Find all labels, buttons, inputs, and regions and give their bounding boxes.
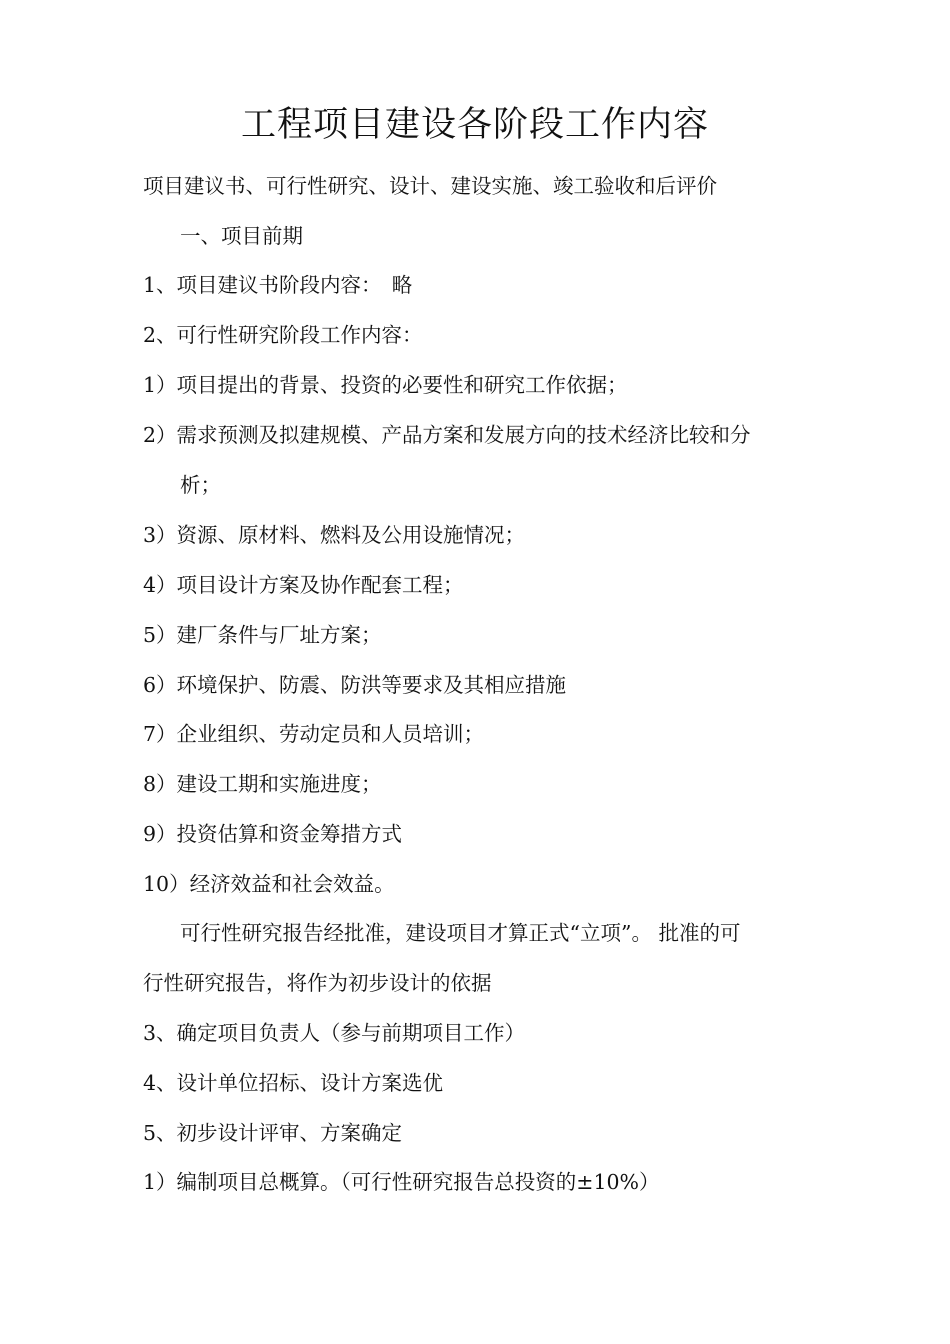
list-item: 9）投资估算和资金筹措方式 [143, 822, 403, 846]
list-item: 4）项目设计方案及协作配套工程； [143, 573, 464, 597]
paragraph-line: 可行性研究报告经批准，建设项目才算正式“立项”。 批准的可 [180, 921, 741, 945]
list-item: 10）经济效益和社会效益。 [143, 872, 395, 896]
paragraph-line: 行性研究报告，将作为初步设计的依据 [143, 971, 492, 995]
paragraph-line: 1、项目建议书阶段内容： 略 [143, 273, 413, 297]
paragraph-line: 3、确定项目负责人（参与前期项目工作） [143, 1021, 526, 1045]
list-item: 1）编制项目总概算。（可行性研究报告总投资的±10%） [143, 1170, 660, 1194]
section-heading: 一、项目前期 [180, 224, 303, 248]
paragraph-line: 5、初步设计评审、方案确定 [143, 1121, 403, 1145]
list-item: 7）企业组织、劳动定员和人员培训； [143, 722, 485, 746]
paragraph-line: 4、设计单位招标、设计方案选优 [143, 1071, 444, 1095]
list-item: 3）资源、原材料、燃料及公用设施情况； [143, 523, 526, 547]
list-item: 2）需求预测及拟建规模、产品方案和发展方向的技术经济比较和分 [143, 423, 751, 447]
list-item: 5）建厂条件与厂址方案； [143, 623, 382, 647]
list-item-continuation: 析； [180, 473, 221, 497]
list-item: 6）环境保护、防震、防洪等要求及其相应措施 [143, 673, 567, 697]
document-title: 工程项目建设各阶段工作内容 [240, 105, 709, 145]
paragraph-line: 项目建议书、可行性研究、设计、建设实施、竣工验收和后评价 [143, 174, 717, 198]
paragraph-line: 2、可行性研究阶段工作内容： [143, 323, 423, 347]
list-item: 1）项目提出的背景、投资的必要性和研究工作依据； [143, 373, 628, 397]
list-item: 8）建设工期和实施进度； [143, 772, 382, 796]
